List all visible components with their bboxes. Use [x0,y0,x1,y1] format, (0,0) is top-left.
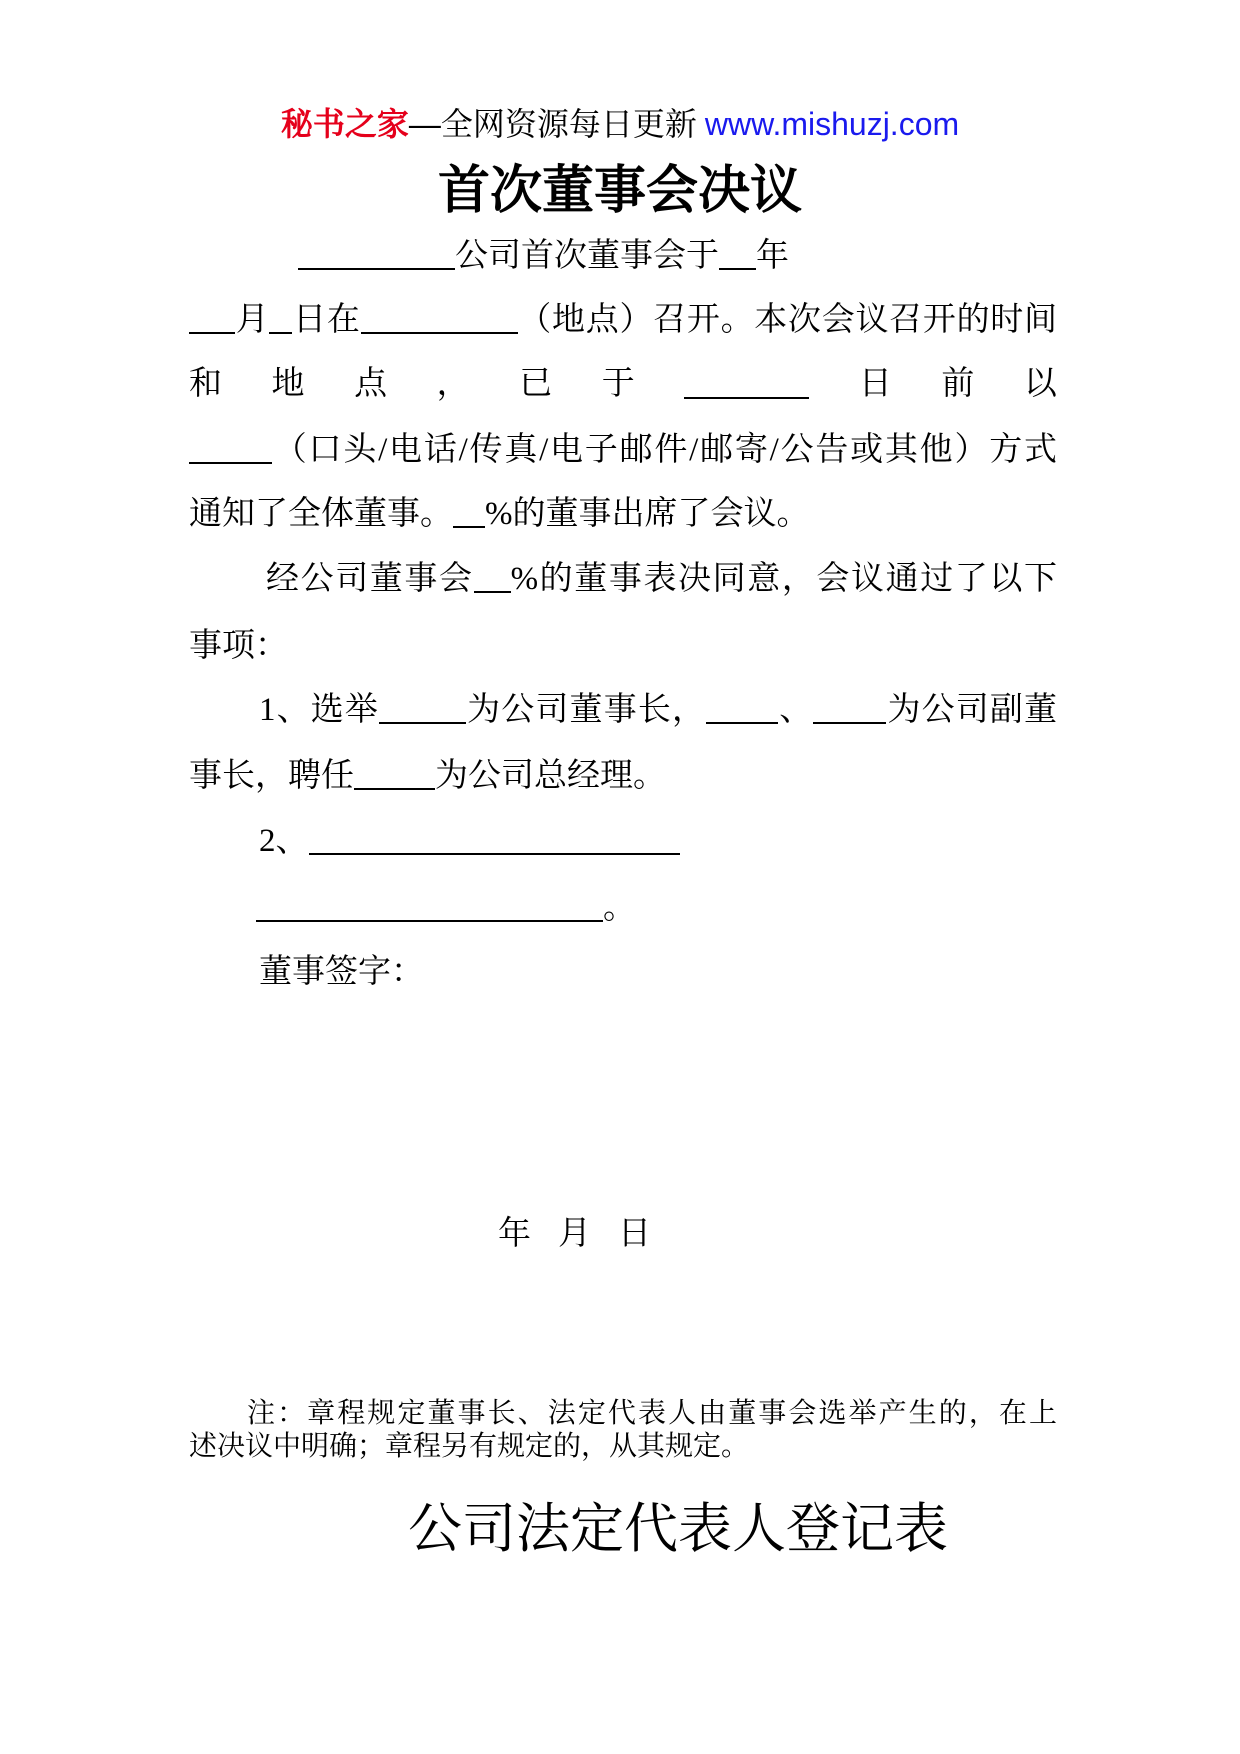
signature-label: 董事签字： [259,954,424,990]
text-char: 点 [354,366,388,402]
text-segment: 2、 [259,823,309,859]
date-year-label: 年 [498,1216,531,1252]
text-char: 已 [519,366,553,402]
blank-vice-chairman-2 [813,722,886,724]
blank-attendance-percent [453,526,485,528]
blank-company-name [298,268,455,270]
resolution-line-6 [266,559,1057,599]
blank-item-2-a [309,853,680,855]
text-char: 地 [271,366,305,402]
text-char: 日 [858,366,892,402]
blank-day [269,332,292,334]
blank-year [719,268,756,270]
blank-notice-method [189,462,272,464]
text-segment: 1、选举 [259,692,380,728]
resolution-item-1-line-1 [259,690,1057,730]
text-segment: %的董事表决同意，会议通过了以下 [510,561,1057,597]
text-segment: （口头/电话/传真/电子邮件/邮寄/公告或其他）方式 [272,432,1057,468]
note-line-1: 注：章程规定董事长、法定代表人由董事会选举产生的，在上 [247,1398,1057,1429]
blank-approval-percent [474,591,511,593]
blank-chairman-name [379,722,466,724]
text-segment: 通知了全体董事。 [189,496,453,532]
site-header [0,102,1240,146]
text-segment: （地点）召开。本次会议召开的时间 [517,302,1058,338]
blank-general-manager [354,788,435,790]
resolution-item-1-line-2 [189,756,666,796]
resolution-line-4 [189,430,1057,470]
resolution-line-1 [298,236,789,276]
brand-name: 秘书之家 [280,106,409,142]
text-segment: 月 [235,302,270,338]
text-char: 以 [1023,366,1057,402]
resolution-line-2 [189,300,1057,340]
resolution-line-5 [189,494,810,534]
resolution-item-2-line-2 [256,888,636,928]
text-segment: 经公司董事会 [266,561,474,597]
resolution-line-3 [189,364,1057,404]
text-segment: 公司首次董事会于 [455,238,719,274]
note-line-2: 述决议中明确；章程另有规定的，从其规定。 [189,1431,750,1462]
text-char: 于 [601,366,635,402]
text-segment: 事项： [189,628,288,664]
text-segment: 年 [756,238,789,274]
site-url: www.mishuzj.com [704,106,960,142]
text-segment: 。 [603,890,636,926]
text-segment: 为公司副董 [886,692,1058,728]
blank-notice-date [684,397,809,399]
text-segment: 事长，聘任 [189,758,354,794]
blank-month [189,332,235,334]
text-segment: 日在 [292,302,361,338]
resolution-line-7 [189,626,288,666]
date-month-label: 月 [558,1216,591,1252]
blank-item-2-b [256,920,603,922]
next-section-title: 公司法定代表人登记表 [408,1499,948,1559]
blank-vice-chairman-1 [706,722,778,724]
resolution-item-2-line-1 [259,821,680,861]
site-slogan: —全网资源每日更新 [408,106,697,142]
date-line [498,1214,651,1254]
blank-location [361,332,518,334]
date-day-label: 日 [618,1216,651,1252]
text-segment: 、 [778,692,814,728]
text-char: 前 [941,366,975,402]
text-segment: 为公司总经理。 [435,758,666,794]
text-char: 和 [189,366,222,402]
text-segment: 为公司董事长， [466,692,707,728]
document-title: 首次董事会决议 [437,162,802,220]
text-char: ， [436,366,470,402]
text-segment: %的董事出席了会议。 [485,496,810,532]
